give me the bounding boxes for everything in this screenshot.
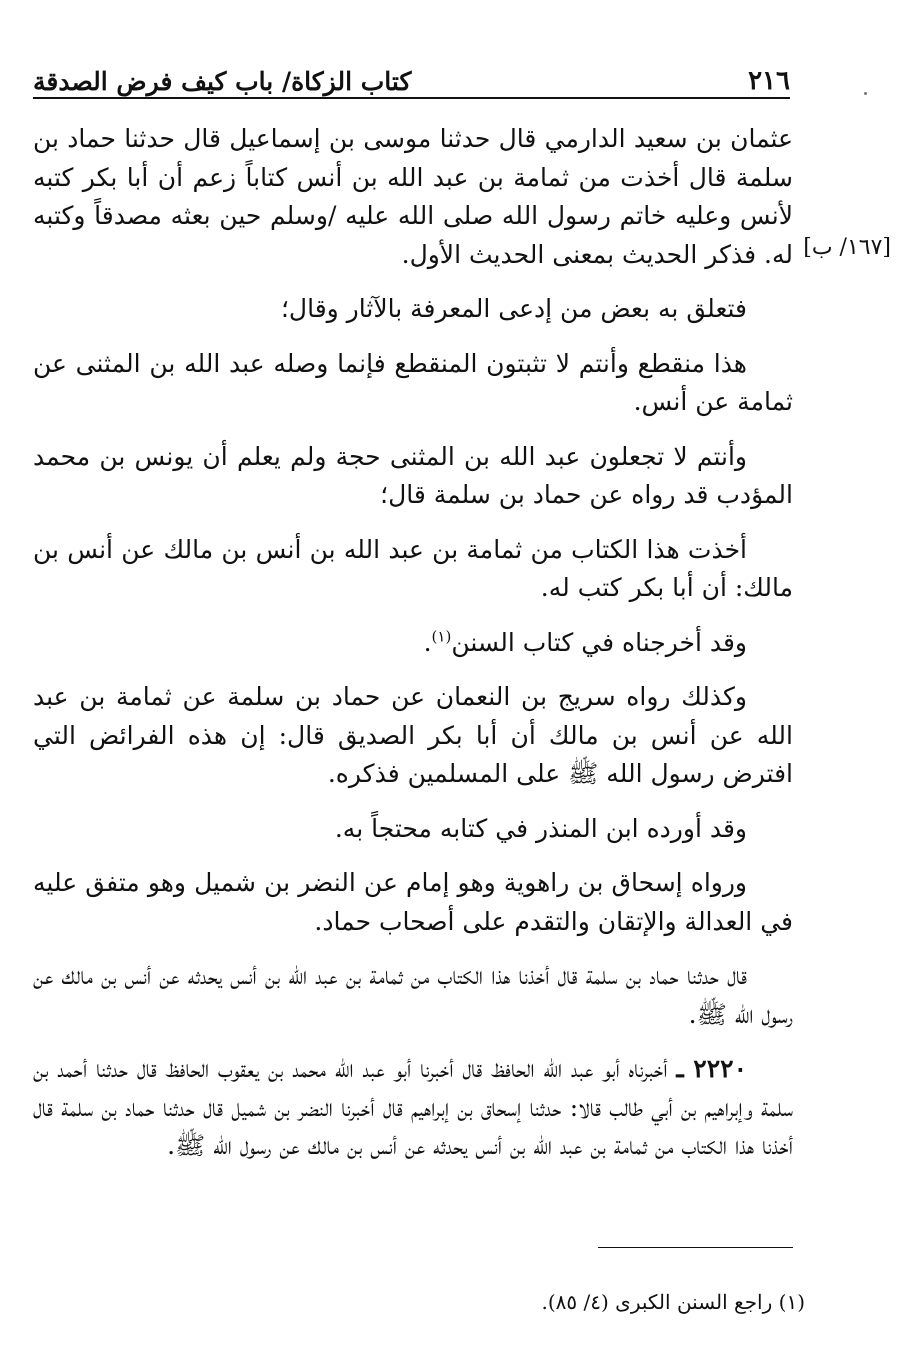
takhrij-end: . [423,627,432,657]
footnote-marker: (١) [431,627,452,646]
paragraph: ورواه إسحاق بن راهوية وهو إمام عن النضر بن شميل وهو متفق عليه في العدالة والإتقان والتقدم على أصحاب حماد. [33,868,793,936]
quoted-paragraph: أخذت هذا الكتاب من ثمامة بن عبد الله بن أنس بن مالك عن أنس بن مالك: أن أبا بكر كتب له. [33,534,793,602]
paragraph: وكذلك رواه سريج بن النعمان عن حماد بن سلمة عن ثمامة بن عبد الله عن أنس بن مالك أن أبا بكر الصديق قال: إن هذه الفرائض التي افترض رسول الله ﷺ على المسلمين فذكره. [33,682,793,788]
paragraph: فتعلق به بعض من إدعى المعرفة بالآثار وقال؛ [280,294,747,323]
takhrij-text: وقد أخرجناه في كتاب السنن [451,627,747,657]
footnote-rule [598,1247,793,1248]
paragraph: قال حدثنا حماد بن سلمة قال أخذنا هذا الكتاب من ثمامة بن عبد الله بن أنس يحدثه عن أنس بن مالك عن رسول الله ﷺ. [33,961,793,1029]
header-rule [33,97,790,99]
paragraph: هذا منقطع وأنتم لا تثبتون المنقطع فإنما وصله عبد الله بن المثنى عن ثمامة عن أنس. [33,348,793,416]
main-text [33,120,793,1182]
paragraph: عثمان بن سعيد الدارمي قال حدثنا موسى بن إسماعيل قال حدثنا حماد بن سلمة قال أخذت من ثمامة بن عبد الله بن أنس كتاباً زعم أن أبا بكر كتبه لأنس وعليه خاتم رسول الله صلى الله عليه /وسلم حين بعثه مصدقاً وكتبه له. فذكر الحديث بمعنى الحديث الأول. [33,124,793,269]
takhrij-paragraph [33,624,793,663]
paragraph: وقد أورده ابن المنذر في كتابه محتجاً به. [334,813,747,843]
paragraph: وأنتم لا تجعلون عبد الله بن المثنى حجة ولم يعلم أن يونس بن محمد المؤدب قد رواه عن حماد بن سلمة قال؛ [33,441,793,509]
page-header [33,60,790,96]
running-title: كتاب الزكاة/ باب كيف فرض الصدقة [33,67,412,96]
hadith-paragraph [33,1050,793,1166]
manuscript-folio-note: [١٦٧/ ب] [803,235,891,260]
hadith-text: أخبرناه أبو عبد الله الحافظ قال أخبرنا أبو عبد الله محمد بن يعقوب الحافظ قال حدثنا أحمد بن سلمة وإبراهيم بن أبي طالب قالا: حدثنا إسحاق بن إبراهيم قال أخبرنا النضر بن شميل قال حدثنا حماد بن سلمة قال أخذنا هذا الكتاب من ثمامة بن عبد الله بن أنس يحدثه عن أنس بن مالك عن رسول الله ﷺ. [33,1054,793,1160]
margin-speck [864,92,867,95]
hadith-number: ٢٢٢٠ ـ [676,1054,747,1083]
page-number: ٢١٦ [748,66,790,96]
footnote: (١) راجع السنن الكبرى (٤/ ٨٥). [541,1290,805,1314]
